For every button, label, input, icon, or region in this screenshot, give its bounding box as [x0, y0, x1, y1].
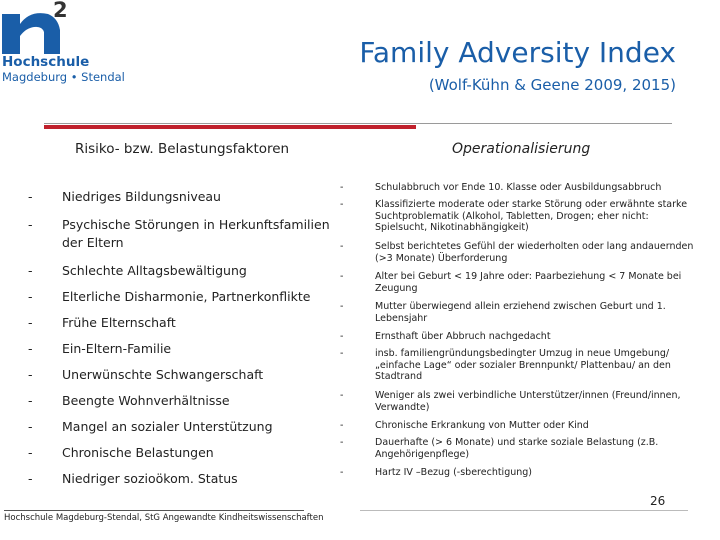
operationalization: Hartz IV –Bezug (-sberechtigung): [375, 467, 533, 478]
bullet-dash: -: [28, 367, 33, 382]
bullet-dash: -: [340, 420, 344, 431]
logo-superscript: 2: [53, 0, 68, 22]
risk-factor: Niedriger sozioökom. Status: [62, 471, 238, 486]
bullet-dash: -: [340, 331, 344, 342]
operationalization: insb. familiengründungsbedingter Umzug in neue Umgebung/ „einfache Lage“ oder sozialer Brennpunkt/ Plattenbau/ an den Stadtrand: [375, 348, 671, 382]
operationalization: Alter bei Geburt < 19 Jahre oder: Paarbeziehung < 7 Monate bei Zeugung: [375, 271, 682, 294]
logo-line1: Hochschule: [2, 54, 90, 70]
bullet-dash: -: [340, 199, 344, 210]
bullet-dash: -: [340, 241, 344, 252]
bullet-dash: -: [340, 467, 344, 478]
operationalization: Chronische Erkrankung von Mutter oder Kind: [375, 420, 589, 431]
risk-factor: Elterliche Disharmonie, Partnerkonflikte: [62, 289, 311, 304]
risk-factor: Chronische Belastungen: [62, 445, 214, 460]
footer-divider: [4, 510, 304, 511]
operationalization: Ernsthaft über Abbruch nachgedacht: [375, 331, 551, 342]
risk-factor: Psychische Störungen in Herkunftsfamilien der Eltern: [62, 217, 330, 250]
university-logo[interactable]: [0, 0, 125, 90]
slide-subtitle: (Wolf-Kühn & Geene 2009, 2015): [428, 76, 676, 94]
risk-factor: Mangel an sozialer Unterstützung: [62, 419, 273, 434]
risk-factor: Niedriges Bildungsniveau: [62, 189, 221, 204]
footer-text: Hochschule Magdeburg-Stendal, StG Angewandte Kindheitswissenschaften: [4, 513, 324, 523]
operationalization: Dauerhafte (> 6 Monate) und starke soziale Belastung (z.B. Angehörigenpflege): [375, 437, 659, 460]
logo-line2: Magdeburg • Stendal: [2, 70, 125, 84]
bullet-dash: -: [28, 289, 33, 304]
bullet-dash: -: [28, 341, 33, 356]
risk-factor: Unerwünschte Schwangerschaft: [62, 367, 264, 382]
risk-factor: Frühe Elternschaft: [62, 315, 176, 330]
right-column-heading: Operationalisierung: [452, 141, 591, 157]
bullet-dash: -: [340, 182, 344, 193]
accent-bar: [44, 125, 416, 129]
bullet-dash: -: [340, 271, 344, 282]
left-column-heading: Risiko- bzw. Belastungsfaktoren: [75, 141, 290, 157]
operationalization: Weniger als zwei verbindliche Unterstützer/innen (Freund/innen, Verwandte): [375, 390, 681, 413]
divider-line: [44, 123, 672, 124]
bullet-dash: -: [340, 437, 344, 448]
risk-factor: Schlechte Alltagsbewältigung: [62, 263, 247, 278]
bullet-dash: -: [28, 393, 33, 408]
bullet-dash: -: [28, 263, 33, 278]
bullet-dash: -: [28, 471, 33, 486]
risk-factor: Beengte Wohnverhältnisse: [62, 393, 230, 408]
slide-title: Family Adversity Index: [359, 36, 676, 69]
bullet-dash: -: [340, 348, 344, 359]
operationalization: Mutter überwiegend allein erziehend zwischen Geburt und 1. Lebensjahr: [375, 301, 666, 324]
bullet-dash: -: [28, 217, 33, 232]
footer-divider-right: [360, 510, 688, 511]
h2-logo-icon: [0, 0, 125, 56]
operationalization: Schulabbruch vor Ende 10. Klasse oder Ausbildungsabbruch: [375, 182, 662, 193]
risk-factor: Ein-Eltern-Familie: [62, 341, 172, 356]
bullet-dash: -: [28, 189, 33, 204]
bullet-dash: -: [28, 419, 33, 434]
operationalization: Klassifizierte moderate oder starke Störung oder erwähnte starke Suchtproblematik (Alkohol, Tabletten, Drogen; eher nicht: Spielsucht, Nikotinabhängigkeit): [375, 199, 688, 233]
operationalization: Selbst berichtetes Gefühl der wiederholten oder lang andauernden (>3 Monate) Überforderung: [375, 241, 694, 264]
bullet-dash: -: [28, 445, 33, 460]
bullet-dash: -: [340, 390, 344, 401]
bullet-dash: -: [28, 315, 33, 330]
page-number: 26: [650, 494, 666, 508]
bullet-dash: -: [340, 301, 344, 312]
